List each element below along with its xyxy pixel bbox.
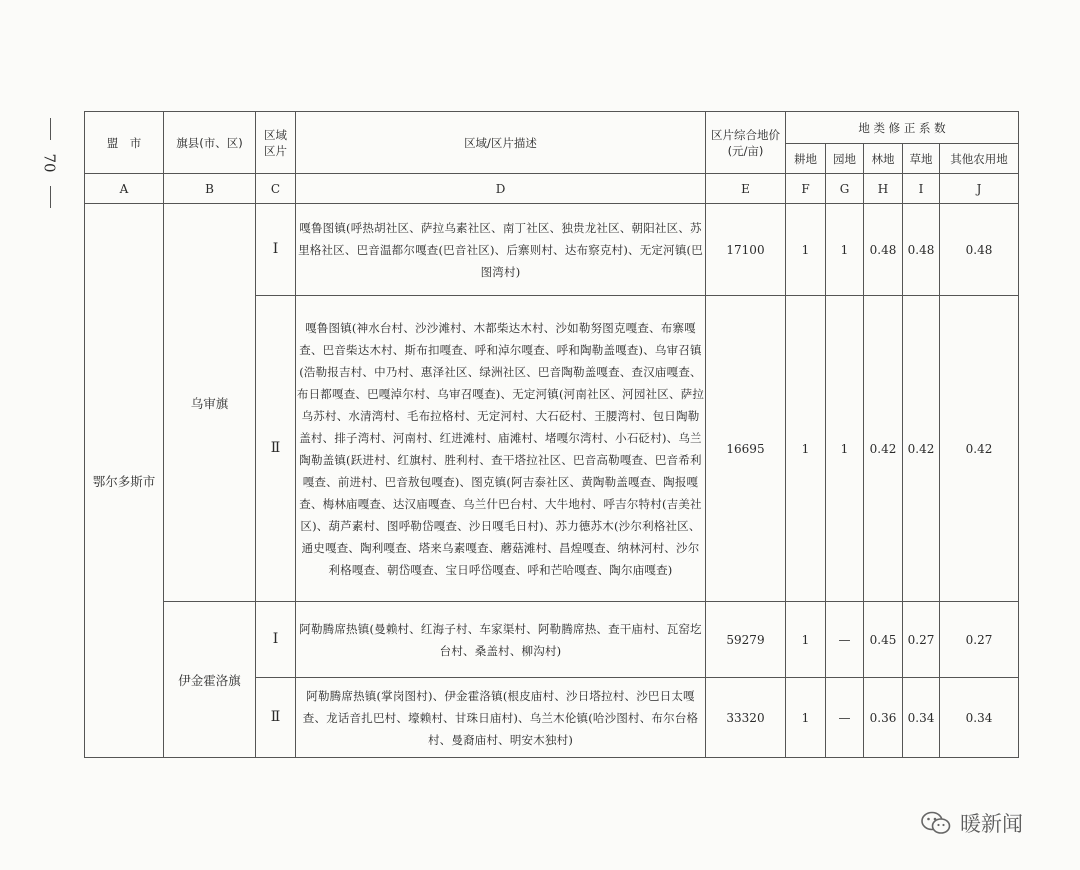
header-coef-garden: 园地 bbox=[826, 144, 864, 174]
coef-other-cell: 0.42 bbox=[940, 296, 1019, 602]
coef-arable-cell: 1 bbox=[786, 204, 826, 296]
coef-garden-cell: 1 bbox=[826, 296, 864, 602]
letter-a: A bbox=[85, 174, 164, 204]
header-coef-forest: 林地 bbox=[864, 144, 903, 174]
header-price bbox=[706, 112, 786, 174]
letter-g: G bbox=[826, 174, 864, 204]
coef-arable-cell: 1 bbox=[786, 296, 826, 602]
page-number bbox=[30, 118, 70, 218]
header-zone bbox=[256, 112, 296, 174]
letter-d: D bbox=[296, 174, 706, 204]
description-cell: 嘎鲁图镇(呼热胡社区、萨拉乌素社区、南丁社区、独贵龙社区、朝阳社区、苏里格社区、巴音温都尔嘎查(巴音社区)、后寨则村、达布察克村)、无定河镇(巴图湾村) bbox=[296, 204, 706, 296]
coef-grass-cell: 0.42 bbox=[903, 296, 940, 602]
header-league-city: 盟 市 bbox=[85, 112, 164, 174]
header-zone-line2: 区片 bbox=[264, 143, 287, 158]
coef-forest-cell: 0.48 bbox=[864, 204, 903, 296]
price-cell: 17100 bbox=[706, 204, 786, 296]
county-cell-yijinhuoluo: 伊金霍洛旗 bbox=[164, 602, 256, 758]
coef-forest-cell: 0.45 bbox=[864, 602, 903, 678]
coef-grass-cell: 0.27 bbox=[903, 602, 940, 678]
header-description: 区域/区片描述 bbox=[296, 112, 706, 174]
letter-e: E bbox=[706, 174, 786, 204]
letter-i: I bbox=[903, 174, 940, 204]
header-row-1 bbox=[85, 112, 1019, 144]
header-county: 旗县(市、区) bbox=[164, 112, 256, 174]
land-price-table bbox=[84, 111, 1019, 758]
header-price-line1: 区片综合地价 bbox=[711, 127, 780, 142]
header-price-line2: (元/亩) bbox=[727, 143, 764, 158]
watermark bbox=[920, 808, 1023, 838]
description-cell: 阿勒腾席热镇(曼赖村、红海子村、车家渠村、阿勒腾席热、查干庙村、瓦窑圪台村、桑盖村、柳沟村) bbox=[296, 602, 706, 678]
table-row bbox=[85, 602, 1019, 678]
watermark-text: 暖新闻 bbox=[960, 812, 1023, 836]
header-coef-group: 地 类 修 正 系 数 bbox=[786, 112, 1019, 144]
coef-arable-cell: 1 bbox=[786, 602, 826, 678]
coef-other-cell: 0.34 bbox=[940, 678, 1019, 758]
wechat-icon bbox=[920, 810, 952, 836]
price-cell: 33320 bbox=[706, 678, 786, 758]
letter-b: B bbox=[164, 174, 256, 204]
description-cell: 阿勒腾席热镇(掌岗图村)、伊金霍洛镇(根皮庙村、沙日塔拉村、沙巴日太嘎查、龙话音扎巴村、壕赖村、甘珠日庙村)、乌兰木伦镇(哈沙图村、布尔台格村、曼裔庙村、明安木独村) bbox=[296, 678, 706, 758]
table-row bbox=[85, 204, 1019, 296]
letter-f: F bbox=[786, 174, 826, 204]
coef-other-cell: 0.27 bbox=[940, 602, 1019, 678]
letter-h: H bbox=[864, 174, 903, 204]
page-number-dash-top bbox=[50, 118, 51, 140]
county-cell-wushen: 乌审旗 bbox=[164, 204, 256, 602]
header-coef-other: 其他农用地 bbox=[940, 144, 1019, 174]
zone-cell: Ⅰ bbox=[256, 602, 296, 678]
column-letter-row bbox=[85, 174, 1019, 204]
coef-garden-cell: — bbox=[826, 602, 864, 678]
coef-arable-cell: 1 bbox=[786, 678, 826, 758]
page-number-text: 70 bbox=[41, 153, 59, 173]
coef-garden-cell: — bbox=[826, 678, 864, 758]
coef-forest-cell: 0.42 bbox=[864, 296, 903, 602]
coef-other-cell: 0.48 bbox=[940, 204, 1019, 296]
coef-grass-cell: 0.34 bbox=[903, 678, 940, 758]
header-coef-arable: 耕地 bbox=[786, 144, 826, 174]
letter-c: C bbox=[256, 174, 296, 204]
price-cell: 59279 bbox=[706, 602, 786, 678]
zone-cell: Ⅱ bbox=[256, 678, 296, 758]
zone-cell: Ⅱ bbox=[256, 296, 296, 602]
page-number-dash-bottom bbox=[50, 186, 51, 208]
letter-j: J bbox=[940, 174, 1019, 204]
description-cell: 嘎鲁图镇(神水台村、沙沙滩村、木都柴达木村、沙如勒努图克嘎查、布寨嘎查、巴音柴达木村、斯布扣嘎查、呼和淖尔嘎查、呼和陶勒盖嘎查)、乌审召镇(浩勒报吉村、中乃村、惠泽社区、绿洲社区、巴音陶勒盖嘎查、查汉庙嘎查、布日都嘎查、巴嘎淖尔村、乌审召嘎查)、无定河镇(河南社区、河园社区、萨拉乌苏村、水清湾村、毛布拉格村、无定河村、大石砭村、王腰湾村、包日陶勒盖村、排子湾村、河南村、红进滩村、庙滩村、堵嘎尔湾村、小石砭村)、乌兰陶勒盖镇(跃进村、红旗村、胜利村、查干塔拉社区、巴音高勒嘎查、巴音希利嘎查、前进村、巴音敖包嘎查)、图克镇(阿吉泰社区、黄陶勒盖嘎查、陶报嘎查、梅林庙嘎查、达汉庙嘎查、乌兰什巴台村、大牛地村、呼吉尔特村(吉美社区)、葫芦素村、图呼勒岱嘎查、沙日嘎毛日村)、苏力德苏木(沙尔利格社区、通史嘎查、陶利嘎查、塔来乌素嘎查、蘑菇滩村、昌煌嘎查、纳林河村、沙尔利格嘎查、朝岱嘎查、宝日呼岱嘎查、呼和芒哈嘎查、陶尔庙嘎查) bbox=[296, 296, 706, 602]
coef-grass-cell: 0.48 bbox=[903, 204, 940, 296]
coef-garden-cell: 1 bbox=[826, 204, 864, 296]
coef-forest-cell: 0.36 bbox=[864, 678, 903, 758]
zone-cell: Ⅰ bbox=[256, 204, 296, 296]
header-zone-line1: 区域 bbox=[264, 127, 287, 142]
header-coef-grass: 草地 bbox=[903, 144, 940, 174]
league-city-cell: 鄂尔多斯市 bbox=[85, 204, 164, 758]
price-cell: 16695 bbox=[706, 296, 786, 602]
